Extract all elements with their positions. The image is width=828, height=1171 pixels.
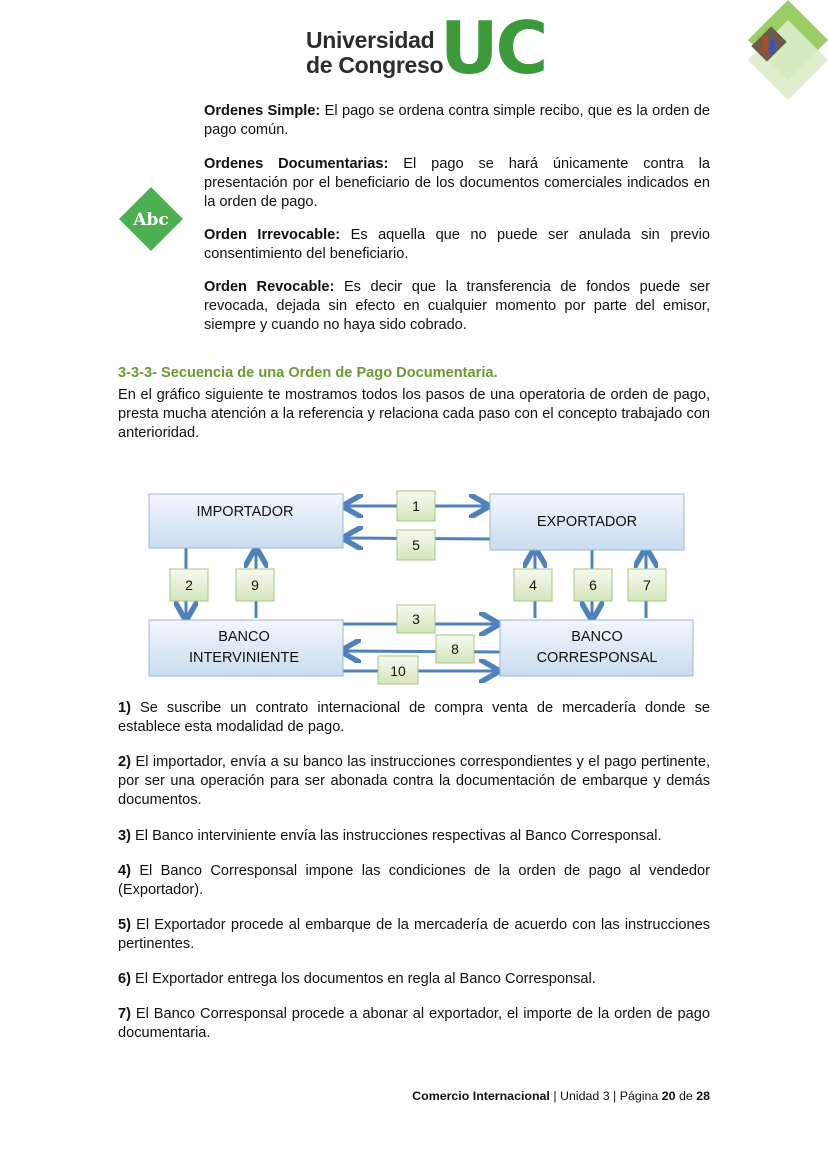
- step-text-6: 6) El Exportador entrega los documentos en regla al Banco Corresponsal.: [118, 971, 596, 987]
- definition-orden-documentaria: Ordenes Documentarias: El pago se hará únicamente contra la presentación por el beneficiario de los documentos comerciales indicados en la orden de pago.: [204, 156, 710, 210]
- footer-page-number: 20: [661, 1089, 676, 1103]
- step-text-5: 5) El Exportador procede al embarque de la mercadería de acuerdo con las instrucciones pertinentes.: [118, 917, 710, 952]
- logo-wordmark: Universidad de Congreso: [306, 27, 444, 78]
- step-number-9: 9: [251, 577, 259, 593]
- step-number-7: 7: [643, 577, 651, 593]
- section-title: 3-3-3- Secuencia de una Orden de Pago Documentaria.: [118, 365, 498, 381]
- step-text-7: 7) El Banco Corresponsal procede a abonar al exportador, el importe de la orden de pago documentaria.: [118, 1006, 710, 1041]
- step-number-2: 2: [185, 577, 193, 593]
- step-text-1: 1) Se suscribe un contrato internacional de compra venta de mercadería donde se establece esta modalidad de pago.: [118, 700, 710, 735]
- banco-corresponsal-label-1: BANCO: [571, 629, 623, 645]
- step-text-2: 2) El importador, envía a su banco las instrucciones correspondientes y el pago pertinente, por ser una operación para ser abonada contra la documentación de embarque y demás documentos.: [118, 754, 710, 808]
- banco-corresponsal-label-2: CORRESPONSAL: [536, 650, 658, 666]
- university-logo: [306, 6, 546, 90]
- abc-diamond-icon: [118, 186, 184, 252]
- section-intro: En el gráfico siguiente te mostramos todos los pasos de una operatoria de orden de pago, presta mucha atención a la referencia y relaciona cada paso con el concepto trabajado con anterioridad.: [118, 387, 710, 441]
- payment-sequence-diagram: [140, 486, 700, 686]
- step-number-8: 8: [451, 641, 459, 657]
- step-number-5: 5: [412, 537, 420, 553]
- importador-label: IMPORTADOR: [196, 504, 294, 520]
- step-number-3: 3: [412, 611, 420, 627]
- step-text-4: 4) El Banco Corresponsal impone las condiciones de la orden de pago al vendedor (Exportador).: [118, 863, 710, 898]
- abc-label: Abc: [133, 210, 169, 230]
- step-number-10: 10: [390, 663, 406, 679]
- step-number-4: 4: [529, 577, 537, 593]
- exportador-label: EXPORTADOR: [536, 514, 638, 530]
- definition-orden-revocable: Orden Revocable: Es decir que la transferencia de fondos puede ser revocada, dejada sin efecto en cualquier momento por parte del emisor, siempre y cuando no haya sido cobrado.: [204, 279, 710, 333]
- corner-decoration-icon: [748, 0, 828, 100]
- page-footer: Comercio Internacional | Unidad 3 | Página 20 de 28: [412, 1089, 710, 1103]
- step-number-6: 6: [589, 577, 597, 593]
- footer-course: Comercio Internacional: [412, 1089, 550, 1103]
- arrow-step-8: [343, 651, 500, 652]
- step-number-1: 1: [412, 498, 420, 514]
- importador-box: [149, 494, 343, 548]
- banco-interviniente-label-2: INTERVINIENTE: [188, 650, 300, 666]
- logo-uc-mark: UC: [440, 6, 546, 90]
- definition-orden-simple: Ordenes Simple: El pago se ordena contra simple recibo, que es la orden de pago común.: [204, 103, 710, 138]
- banco-interviniente-label-1: BANCO: [218, 629, 270, 645]
- footer-total-pages: 28: [696, 1089, 710, 1103]
- step-text-3: 3) El Banco interviniente envía las instrucciones respectivas al Banco Corresponsal.: [118, 828, 662, 844]
- definition-orden-irrevocable: Orden Irrevocable: Es aquella que no puede ser anulada sin previo consentimiento del beneficiario.: [204, 227, 710, 262]
